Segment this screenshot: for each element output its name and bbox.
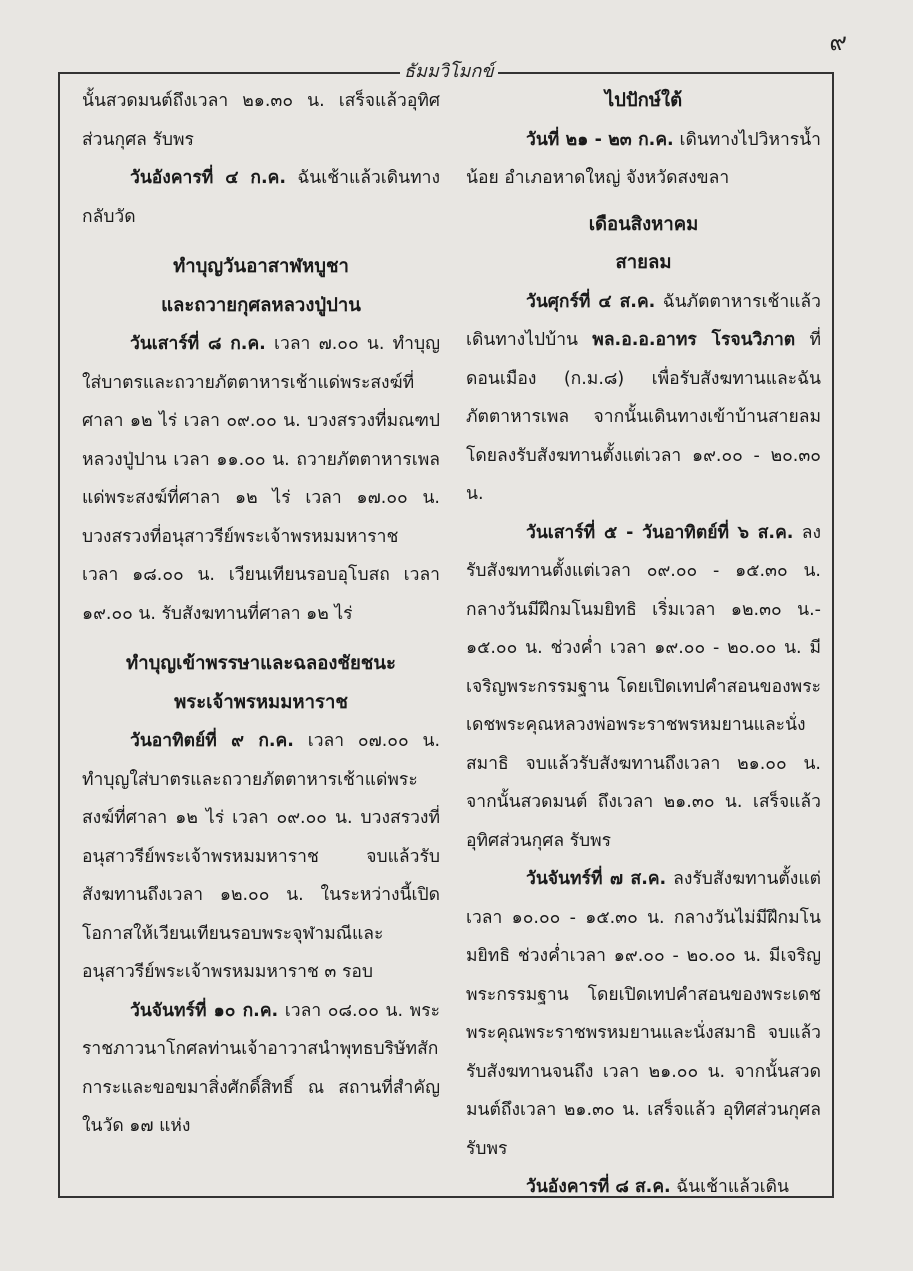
journal-title: ธัมมวิโมกข์ bbox=[400, 56, 498, 85]
paragraph: วันเสาร์ที่ ๘ ก.ค. เวลา ๗.๐๐ น. ทำบุญใส่บาตรและถวายภัตตาหารเช้าแด่พระสงฆ์ที่ศาลา ๑๒ ไร่ เวลา ๐๙.๐๐ น. บวงสรวงที่มณฑปหลวงปู่ปาน เวลา ๑๑.๐๐ น. ถวายภัตตาหารเพลแด่พระสงฆ์ที่ศาลา ๑๒ ไร่ เวลา ๑๗.๐๐ น. บวงสรวงที่อนุสาวรีย์พระเจ้าพรหมมหาราช เวลา ๑๘.๐๐ น. เวียนเทียนรอบอุโบสถ เวลา ๑๙.๐๐ น. รับสังฆทานที่ศาลา ๑๒ ไร่ bbox=[82, 334, 440, 624]
date-label: วันอังคารที่ ๘ ส.ค. bbox=[526, 1177, 671, 1197]
section-heading: ทำบุญวันอาสาฬหบูชา bbox=[173, 256, 349, 277]
paragraph: วันอาทิตย์ที่ ๙ ก.ค. เวลา ๐๗.๐๐ น. ทำบุญใส่บาตรและถวายภัตตาหารเช้าแด่พระสงฆ์ที่ศาลา ๑๒ ไร่ เวลา ๐๙.๐๐ น. บวงสรวงที่อนุสาวรีย์พระเจ้าพรหมมหาราช จบแล้วรับสังฆทานถึงเวลา ๑๒.๐๐ น. ในระหว่างนี้เปิดโอกาสให้เวียนเทียนรอบพระจุฬามณีและอนุสาวรีย์พระเจ้าพรหมมหาราช ๓ รอบ bbox=[82, 731, 441, 982]
paragraph: วันอังคารที่ ๘ ส.ค. ฉันเช้าแล้วเดิน bbox=[526, 1177, 789, 1197]
date-label: วันจันทร์ที่ ๗ ส.ค. bbox=[526, 869, 667, 889]
section-heading: ไปปักษ์ใต้ bbox=[604, 90, 683, 111]
paragraph: วันเสาร์ที่ ๕ - วันอาทิตย์ที่ ๖ ส.ค. ลงรับสังฆทานตั้งแต่เวลา ๐๙.๐๐ - ๑๕.๓๐ น. กลางวันมีฝึกมโนมยิทธิ เริ่มเวลา ๑๒.๓๐ น.- ๑๕.๐๐ น. ช่วงค่ำ เวลา ๑๙.๐๐ - ๒๐.๐๐ น. มีเจริญพระกรรมฐาน โดยเปิดเทปคำสอนของพระเดชพระคุณหลวงพ่อพระราชพรหมยานและนั่งสมาธิ จบแล้วรับสังฆทานถึงเวลา ๒๑.๐๐ น. จากนั้นสวดมนต์ ถึงเวลา ๒๑.๓๐ น. เสร็จแล้ว อุทิศส่วนกุศล รับพร bbox=[466, 522, 821, 851]
date-label: วันเสาร์ที่ ๘ ก.ค. bbox=[130, 334, 266, 354]
paragraph: วันที่ ๒๑ - ๒๓ ก.ค. เดินทางไปวิหารน้ำน้อย อำเภอหาดใหญ่ จังหวัดสงขลา bbox=[466, 129, 821, 188]
right-column bbox=[466, 82, 821, 1207]
date-label: วันอาทิตย์ที่ ๙ ก.ค. bbox=[130, 731, 294, 751]
page-number: ๙ bbox=[829, 28, 847, 56]
month-heading: เดือนสิงหาคม bbox=[588, 213, 699, 235]
paragraph: วันจันทร์ที่ ๑๐ ก.ค. เวลา ๐๘.๐๐ น. พระราชภาวนาโกศลท่านเจ้าอาวาสนำพุทธบริษัทสักการะและขอขมาสิ่งศักดิ์สิทธิ์ ณ สถานที่สำคัญในวัด ๑๗ แห่ง bbox=[82, 1000, 440, 1136]
person-name: พล.อ.อ.อาทร โรจนวิภาต bbox=[592, 330, 796, 350]
place-heading: สายลม bbox=[615, 252, 672, 273]
paragraph: นั้นสวดมนต์ถึงเวลา ๒๑.๓๐ น. เสร็จแล้วอุทิศส่วนกุศล รับพร bbox=[82, 91, 440, 150]
date-label: วันที่ ๒๑ - ๒๓ ก.ค. bbox=[526, 129, 674, 150]
paragraph: วันจันทร์ที่ ๗ ส.ค. ลงรับสังฆทานตั้งแต่เวลา ๑๐.๐๐ - ๑๕.๓๐ น. กลางวันไม่มีฝึกมโนมยิทธิ ช่วงค่ำเวลา ๑๙.๐๐ - ๒๐.๐๐ น. มีเจริญพระกรรมฐาน โดยเปิดเทปคำสอนของพระเดชพระคุณพระราชพรหมยานและนั่งสมาธิ จบแล้วรับสังฆทานจนถึง เวลา ๒๑.๐๐ น. จากนั้นสวดมนต์ถึงเวลา ๒๑.๓๐ น. เสร็จแล้ว อุทิศส่วนกุศล รับพร bbox=[466, 869, 821, 1159]
paragraph: วันศุกร์ที่ ๔ ส.ค. ฉันภัตตาหารเช้าแล้ว เดินทางไปบ้าน พล.อ.อ.อาทร โรจนวิภาต ที่ดอนเมือง (ก.ม.๘) เพื่อรับสังฆทานและฉันภัตตาหารเพล จากนั้นเดินทางเข้าบ้านสายลม โดยลงรับสังฆทานตั้งแต่เวลา ๑๙.๐๐ - ๒๐.๓๐ น. bbox=[466, 291, 821, 504]
section-heading: และถวายกุศลหลวงปู่ปาน bbox=[161, 294, 361, 316]
date-label: วันอังคารที่ ๔ ก.ค. bbox=[130, 168, 286, 188]
date-label: วันศุกร์ที่ ๔ ส.ค. bbox=[526, 291, 656, 312]
paragraph: วันอังคารที่ ๔ ก.ค. ฉันเช้าแล้วเดินทางกลับวัด bbox=[82, 168, 441, 227]
date-label: วันเสาร์ที่ ๕ - วันอาทิตย์ที่ ๖ ส.ค. bbox=[526, 522, 794, 543]
section-heading: พระเจ้าพรหมมหาราช bbox=[174, 691, 348, 713]
section-heading: ทำบุญเข้าพรรษาและฉลองชัยชนะ bbox=[126, 653, 396, 674]
left-column bbox=[82, 82, 440, 1146]
date-label: วันจันทร์ที่ ๑๐ ก.ค. bbox=[130, 1000, 279, 1021]
